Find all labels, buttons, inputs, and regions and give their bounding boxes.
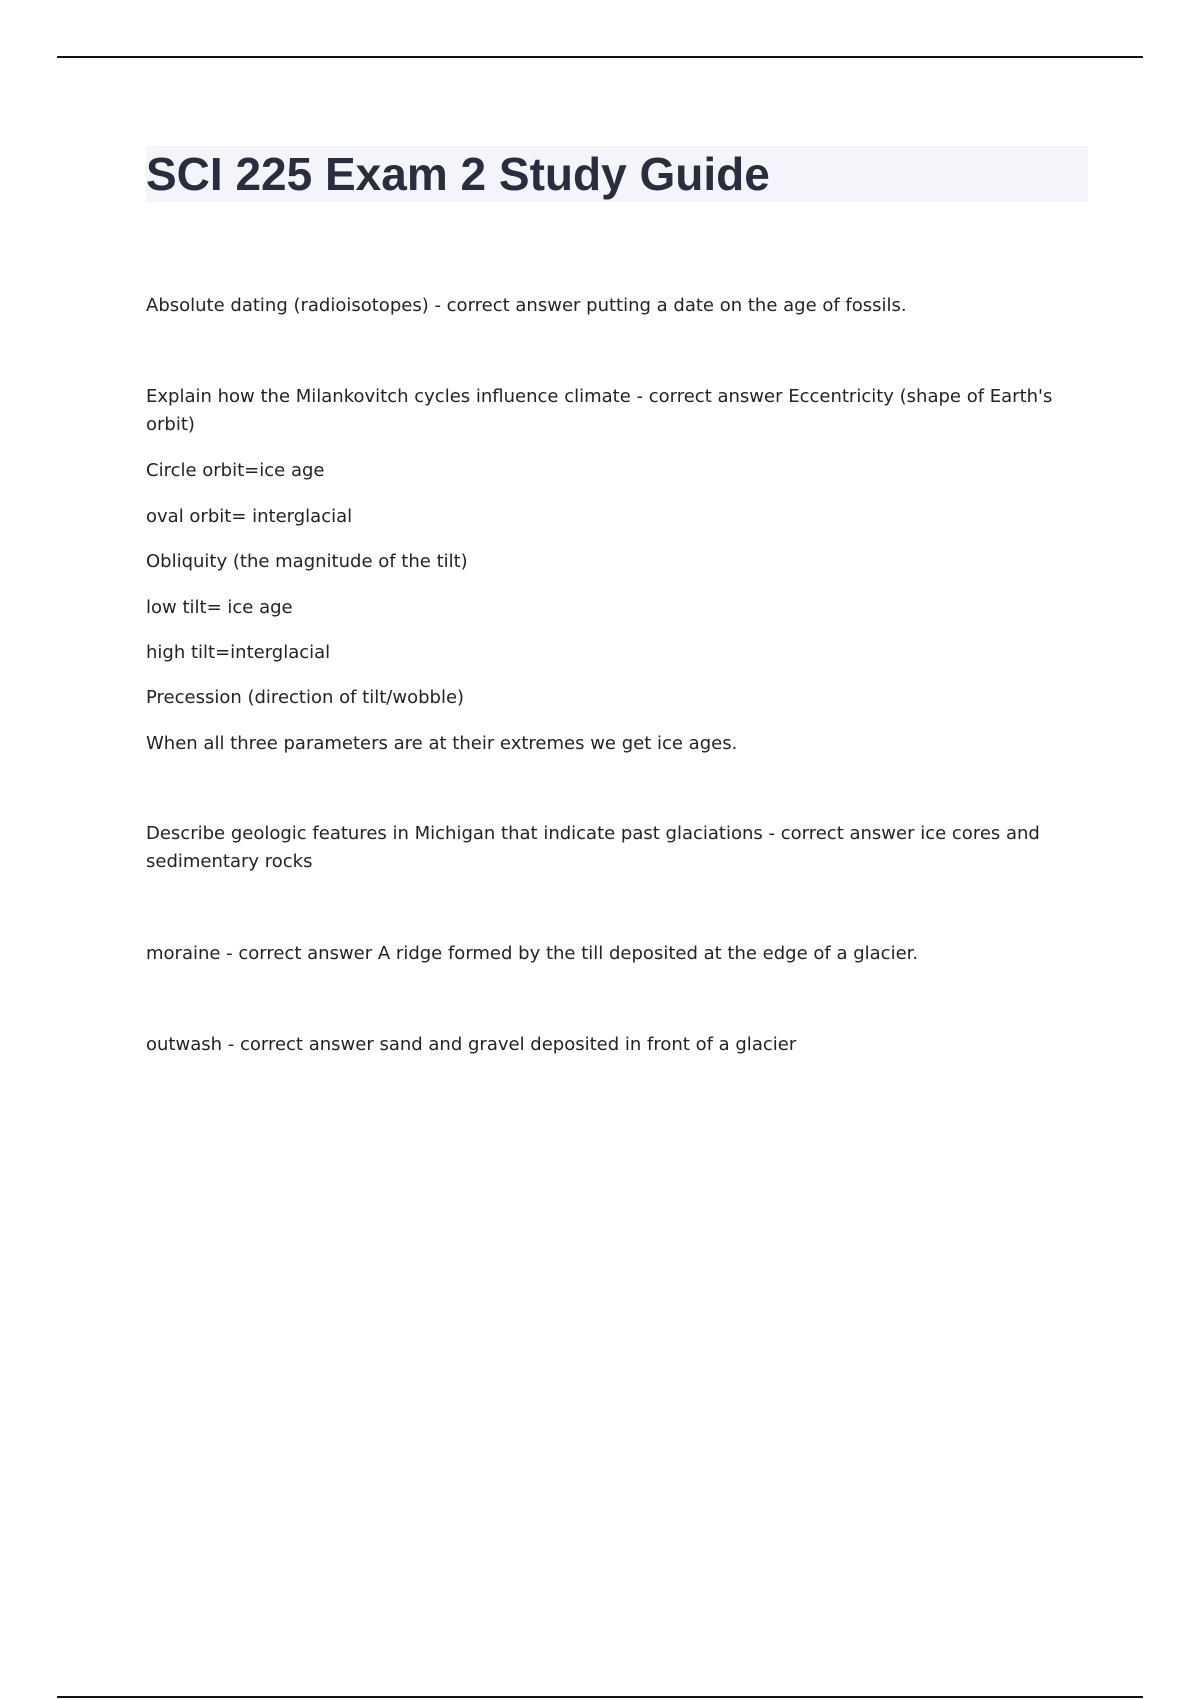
entry-text: outwash - correct answer sand and gravel deposited in front of a glacier xyxy=(146,1034,797,1055)
line-ice-ages xyxy=(146,730,1076,758)
entry-text: oval orbit= interglacial xyxy=(146,506,353,527)
entry-text: low tilt= ice age xyxy=(146,597,293,618)
entry-text: Absolute dating (radioisotopes) - correct answer putting a date on the age of fossils. xyxy=(146,295,907,316)
line-obliquity xyxy=(146,548,1076,576)
entry-text: Obliquity (the magnitude of the tilt) xyxy=(146,551,468,572)
entry-milankovitch xyxy=(146,383,1076,439)
entry-text: Circle orbit=ice age xyxy=(146,460,325,481)
line-oval-orbit xyxy=(146,503,1076,531)
entry-moraine xyxy=(146,940,1076,968)
entry-text: When all three parameters are at their extremes we get ice ages. xyxy=(146,733,738,754)
entry-text: Describe geologic features in Michigan that indicate past glaciations - correct answer ice cores and sedimentary rocks xyxy=(146,823,1040,872)
entry-absolute-dating xyxy=(146,292,1076,320)
footer-rule xyxy=(57,1696,1143,1698)
entry-text: Explain how the Milankovitch cycles influence climate - correct answer Eccentricity (shape of Earth's orbit) xyxy=(146,386,1053,435)
entry-michigan-glaciation xyxy=(146,820,1076,876)
line-precession xyxy=(146,684,1076,712)
page-title: SCI 225 Exam 2 Study Guide xyxy=(146,148,770,200)
entry-text: high tilt=interglacial xyxy=(146,642,331,663)
header-rule xyxy=(57,56,1143,58)
entry-text: Precession (direction of tilt/wobble) xyxy=(146,687,465,708)
entry-outwash xyxy=(146,1031,1076,1059)
line-low-tilt xyxy=(146,594,1076,622)
line-circle-orbit xyxy=(146,457,1076,485)
line-high-tilt xyxy=(146,639,1076,667)
entry-text: moraine - correct answer A ridge formed by the till deposited at the edge of a glacier. xyxy=(146,943,919,964)
